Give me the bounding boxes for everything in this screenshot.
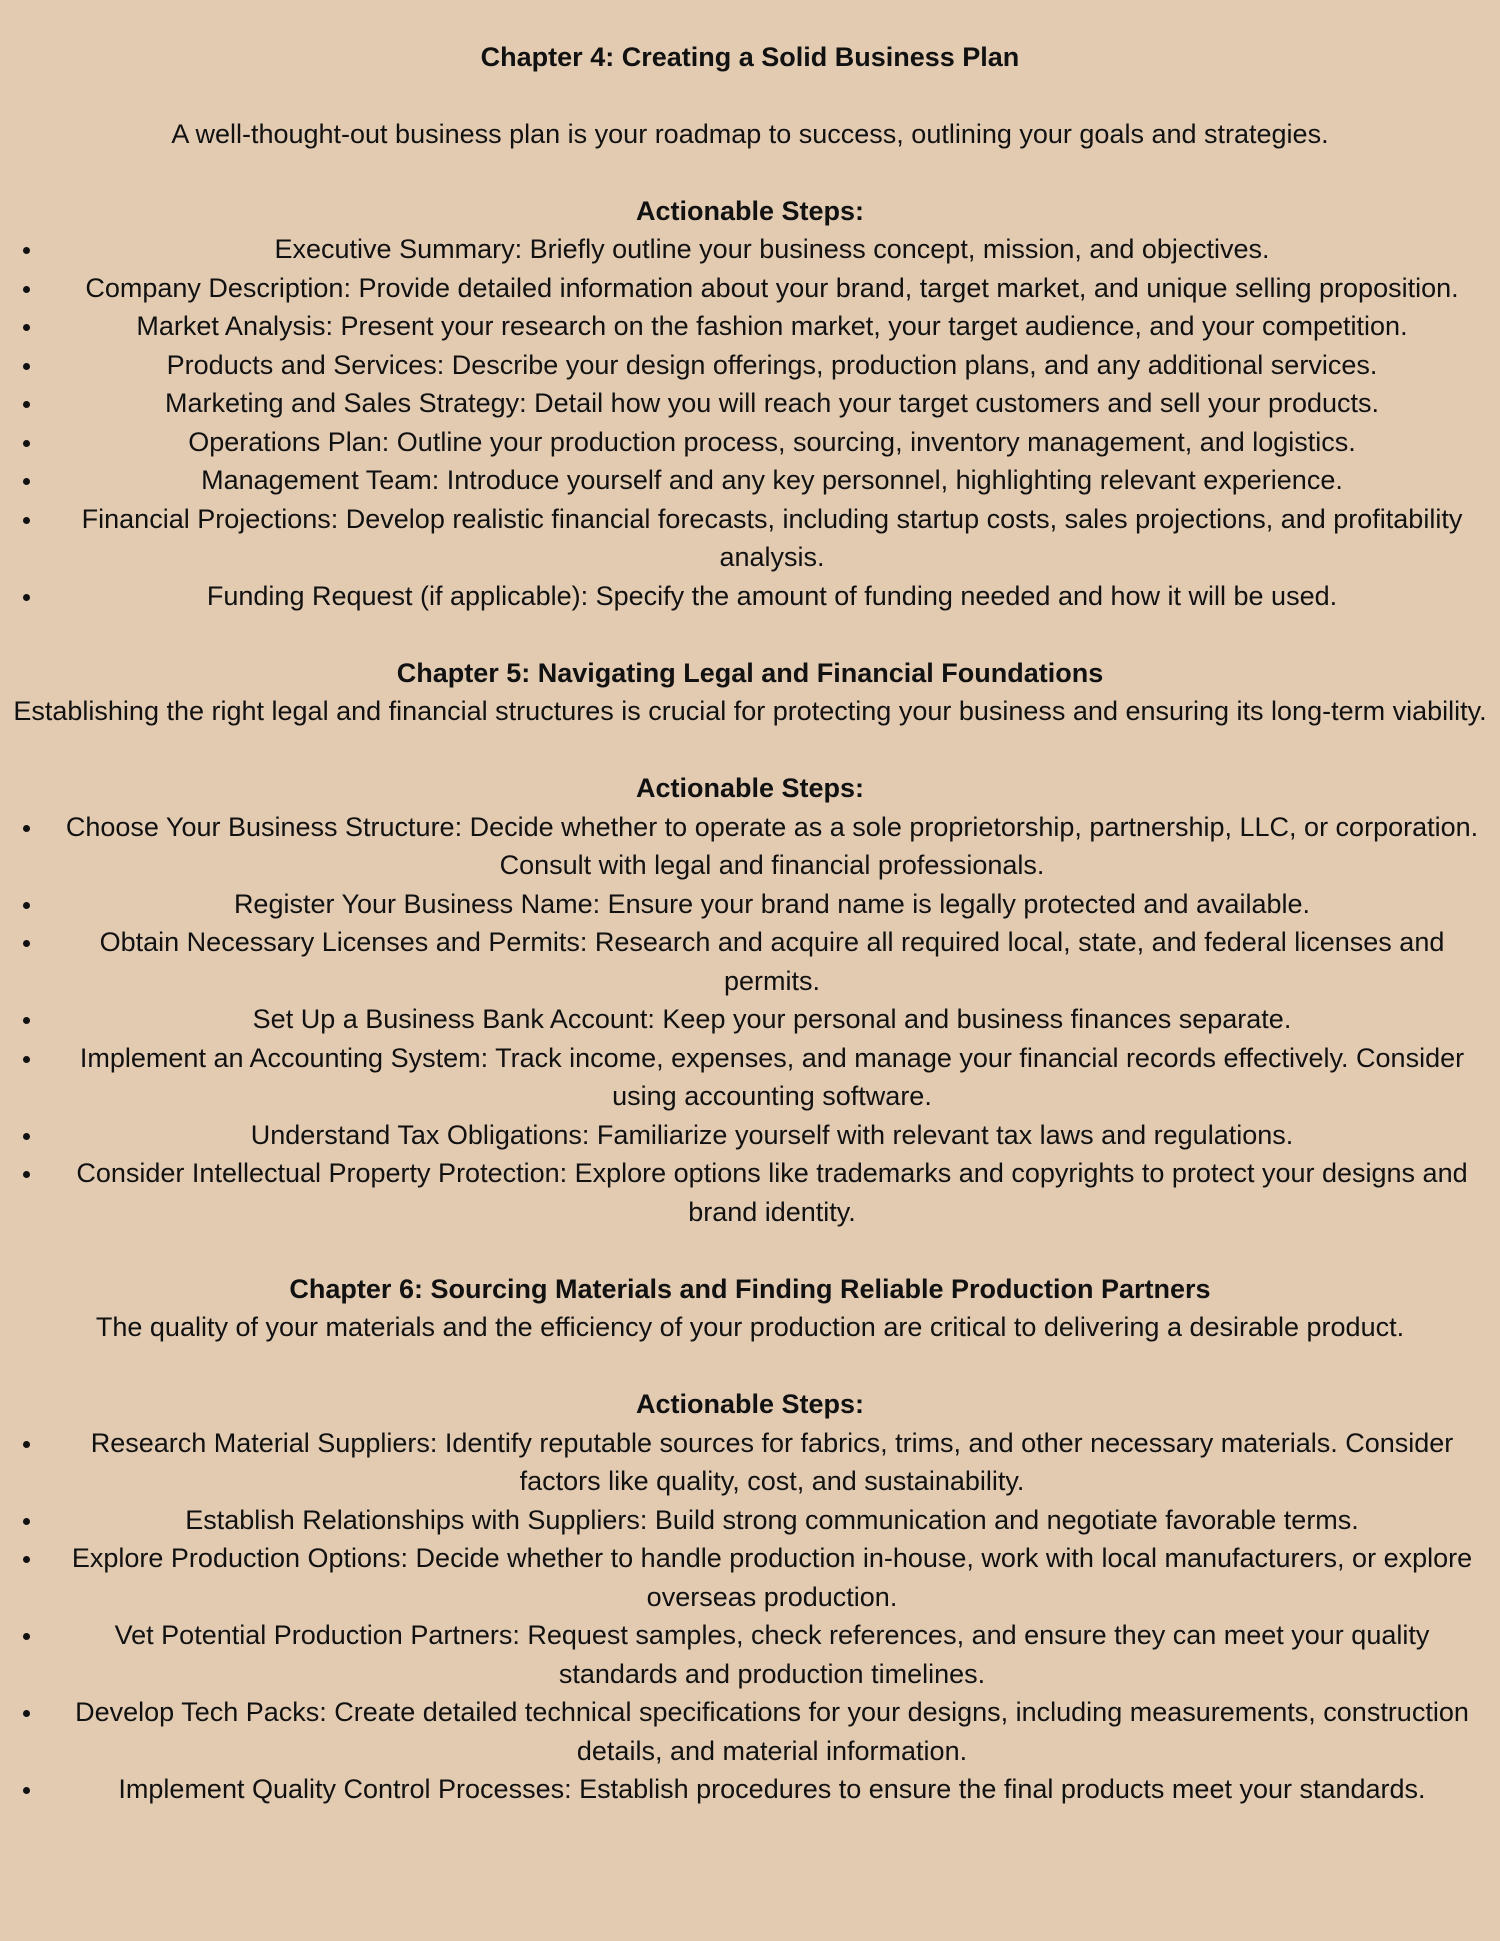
chapter-4-steps-list: [0, 230, 1500, 615]
list-item: Financial Projections: Develop realistic financial forecasts, including startup costs, sales projections, and profitability analysis.: [0, 500, 1500, 577]
list-item: Operations Plan: Outline your production process, sourcing, inventory management, and logistics.: [0, 423, 1500, 462]
list-item: Market Analysis: Present your research on the fashion market, your target audience, and your competition.: [0, 307, 1500, 346]
list-item: Products and Services: Describe your design offerings, production plans, and any additional services.: [0, 346, 1500, 385]
list-item: Marketing and Sales Strategy: Detail how you will reach your target customers and sell your products.: [0, 384, 1500, 423]
chapter-6-steps-heading: Actionable Steps:: [635, 1389, 865, 1419]
list-item: Company Description: Provide detailed information about your brand, target market, and unique selling proposition.: [0, 269, 1500, 308]
list-item: Register Your Business Name: Ensure your brand name is legally protected and available.: [0, 885, 1500, 924]
spacer: [0, 615, 1500, 654]
chapter-5-title: Chapter 5: Navigating Legal and Financial Foundations: [396, 657, 1104, 688]
chapter-6-intro: The quality of your materials and the efficiency of your production are critical to delivering a desirable product.: [95, 1312, 1405, 1342]
list-item: Consider Intellectual Property Protection: Explore options like trademarks and copyrights to protect your designs and brand identity.: [0, 1154, 1500, 1231]
list-item: Research Material Suppliers: Identify reputable sources for fabrics, trims, and other necessary materials. Consider factors like quality, cost, and sustainability.: [0, 1424, 1500, 1501]
list-item: Implement Quality Control Processes: Establish procedures to ensure the final products meet your standards.: [0, 1770, 1500, 1809]
chapter-5-section: [0, 654, 1500, 1232]
list-item: Funding Request (if applicable): Specify the amount of funding needed and how it will be used.: [0, 577, 1500, 616]
spacer: [0, 1231, 1500, 1270]
list-item: Set Up a Business Bank Account: Keep your personal and business finances separate.: [0, 1000, 1500, 1039]
list-item: Explore Production Options: Decide whether to handle production in-house, work with local manufacturers, or explore overseas production.: [0, 1539, 1500, 1616]
list-item: Vet Potential Production Partners: Request samples, check references, and ensure they can meet your quality standards and production timelines.: [0, 1616, 1500, 1693]
chapter-5-intro: Establishing the right legal and financial structures is crucial for protecting your business and ensuring its long-term viability.: [13, 696, 1487, 726]
chapter-6-title: Chapter 6: Sourcing Materials and Finding Reliable Production Partners: [289, 1273, 1211, 1304]
chapter-6-section: [0, 1270, 1500, 1809]
list-item: Executive Summary: Briefly outline your business concept, mission, and objectives.: [0, 230, 1500, 269]
list-item: Establish Relationships with Suppliers: Build strong communication and negotiate favorable terms.: [0, 1501, 1500, 1540]
list-item: Choose Your Business Structure: Decide whether to operate as a sole proprietorship, partnership, LLC, or corporation. Consult with legal and financial professionals.: [0, 808, 1500, 885]
chapter-4-title: Chapter 4: Creating a Solid Business Plan: [480, 42, 1020, 72]
list-item: Develop Tech Packs: Create detailed technical specifications for your designs, including measurements, construction details, and material information.: [0, 1693, 1500, 1770]
chapter-4-steps-heading: Actionable Steps:: [635, 195, 865, 226]
spacer: [0, 153, 1500, 192]
chapter-4-section: [0, 38, 1500, 615]
list-item: Understand Tax Obligations: Familiarize yourself with relevant tax laws and regulations.: [0, 1116, 1500, 1155]
list-item: Management Team: Introduce yourself and any key personnel, highlighting relevant experience.: [0, 461, 1500, 500]
list-item: Implement an Accounting System: Track income, expenses, and manage your financial records effectively. Consider using accounting software.: [0, 1039, 1500, 1116]
chapter-6-steps-list: [0, 1424, 1500, 1809]
chapter-5-steps-list: [0, 808, 1500, 1232]
list-item: Obtain Necessary Licenses and Permits: Research and acquire all required local, state, and federal licenses and permits.: [0, 923, 1500, 1000]
spacer: [0, 1347, 1500, 1386]
chapter-4-intro: A well-thought-out business plan is your roadmap to success, outlining your goals and strategies.: [171, 118, 1329, 149]
chapter-5-steps-heading: Actionable Steps:: [635, 773, 865, 803]
spacer: [0, 731, 1500, 770]
